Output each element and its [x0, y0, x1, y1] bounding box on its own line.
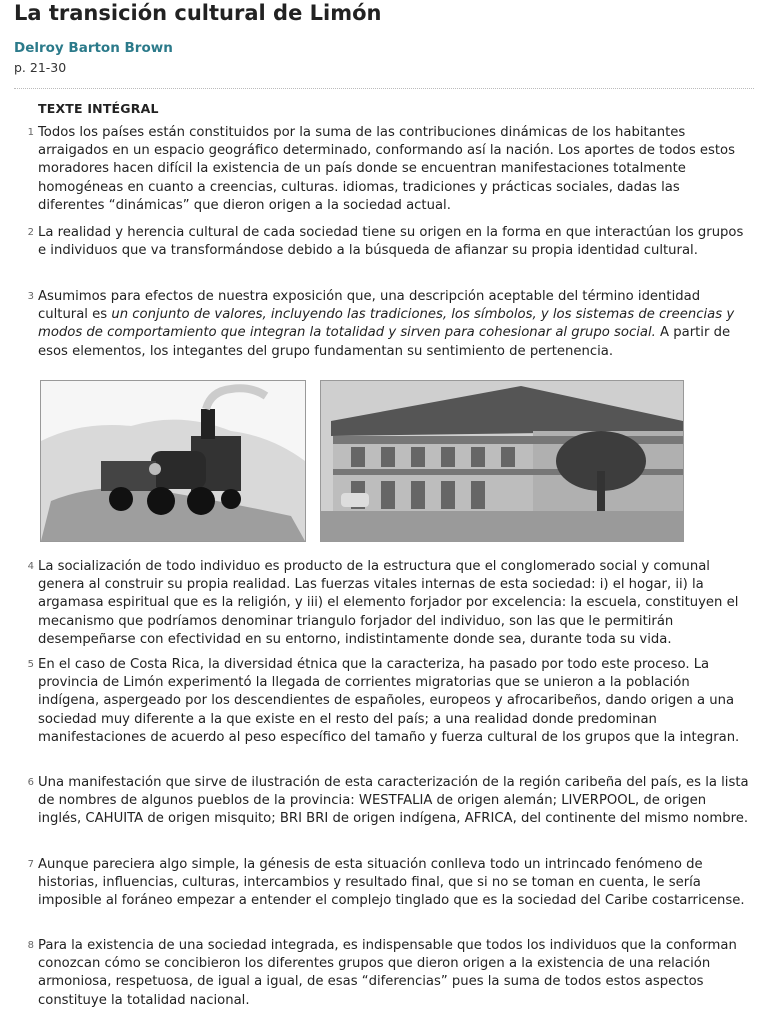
building-illustration [321, 381, 683, 541]
paragraph-text: A partir de esos elementos, los integantes del grupo fundamentan su sentimiento de pertenencia. [38, 325, 731, 359]
article-header [14, 0, 754, 26]
paragraph-number[interactable]: 3 [27, 291, 34, 302]
paragraph: Todos los países están constituidos por la suma de las contribuciones dinámicas de los habitantes arraigados en un espacio geográfico determinado, conformando así la nación. Los aportes de todos estos moradores hacen difícil la existencia de un país donde se encuentran manifestaciones totalmente homogéneas en cuanto a creencias, culturas. idiomas, tradiciones y prácticas sociales, dadas las diferentes “dinámicas” que dieron origen a la sociedad actual. [38, 125, 735, 213]
paragraph-number[interactable]: 5 [27, 659, 34, 670]
paragraph-number[interactable]: 6 [27, 777, 34, 788]
paragraph: Aunque pareciera algo simple, la génesis de esta situación conlleva todo un intrincado fenómeno de historias, influencias, culturas, intercambios y resultado final, que si no se toman en cuenta, le sería imposible al foráneo empezar a entender el complejo tinglado que es la sociedad del Caribe costarricense. [38, 857, 745, 909]
paragraph: La realidad y herencia cultural de cada sociedad tiene su origen en la forma en que interactúan los grupos e individuos que va transformándose debido a la búsqueda de afianzar su propia identidad cultural. [38, 225, 744, 259]
paragraph-number[interactable]: 7 [27, 859, 34, 870]
paragraph: La socialización de todo individuo es producto de la estructura que el conglomerado social y comunal genera al construir su propia realidad. Las fuerzas vitales internas de esta sociedad: i) el hogar, ii) la argamasa espiritual que es la religión, y iii) el elemento forjador por excelencia: la escuela, constituyen el mecanismo que podríamos denominar triangulo forjador del individuo, son las que le permitirán desempeñarse con efectividad en su entorno, indistintamente donde sea, durante toda su vida. [38, 559, 739, 647]
page-range: p. 21-30 [14, 60, 67, 75]
paragraph: Para la existencia de una sociedad integrada, es indispensable que todos los individuos que la conforman conozcan cómo se concibieron los diferentes grupos que dieron origen a la existencia de una relación armoniosa, respetuosa, de igual a igual, de esas “diferencias” pues la suma de todos estos aspectos constituye la totalidad nacional. [38, 938, 737, 1008]
paragraph-number[interactable]: 4 [27, 561, 34, 572]
definition-italic: un conjunto de valores, incluyendo las tradiciones, los símbolos, y los sistemas de creencias y modos de comportamiento que integran la totalidad y sirven para cohesionar al grupo social. [38, 307, 735, 341]
article-title: La transición cultural de Limón [14, 1, 382, 25]
section-label: TEXTE INTÉGRAL [38, 101, 159, 116]
paragraph [38, 288, 750, 361]
train-illustration [41, 381, 305, 541]
paragraph-number[interactable]: 8 [27, 940, 34, 951]
author-link[interactable]: Delroy Barton Brown [14, 40, 173, 56]
building-photo[interactable] [320, 380, 684, 542]
train-photo[interactable] [40, 380, 306, 542]
paragraph-number[interactable]: 2 [27, 227, 34, 238]
paragraph-number[interactable]: 1 [27, 127, 34, 138]
divider [14, 88, 754, 89]
paragraph: Una manifestación que sirve de ilustración de esta caracterización de la región caribeña del país, es la lista de nombres de algunos pueblos de la provincia: WESTFALIA de origen alemán; LIVERPOOL, de origen inglés, CAHUITA de origen misquito; BRI BRI de origen indígena, AFRICA, del continente del mismo nombre. [38, 775, 749, 827]
paragraph-text: Asumimos para efectos de nuestra exposición que, una descripción aceptable del término identidad cultural es [38, 289, 701, 323]
paragraph: En el caso de Costa Rica, la diversidad étnica que la caracteriza, ha pasado por todo este proceso. La provincia de Limón experimentó la llegada de corrientes migratorias que se unieron a la población indígena, aspergeado por los descendientes de españoles, europeos y afrocaribeños, dando origen a una sociedad muy diferente a la que existe en el resto del país; a una realidad donde predominan manifestaciones de acuerdo al peso específico del tamaño y fuerza cultural de los grupos que la integran. [38, 657, 740, 745]
